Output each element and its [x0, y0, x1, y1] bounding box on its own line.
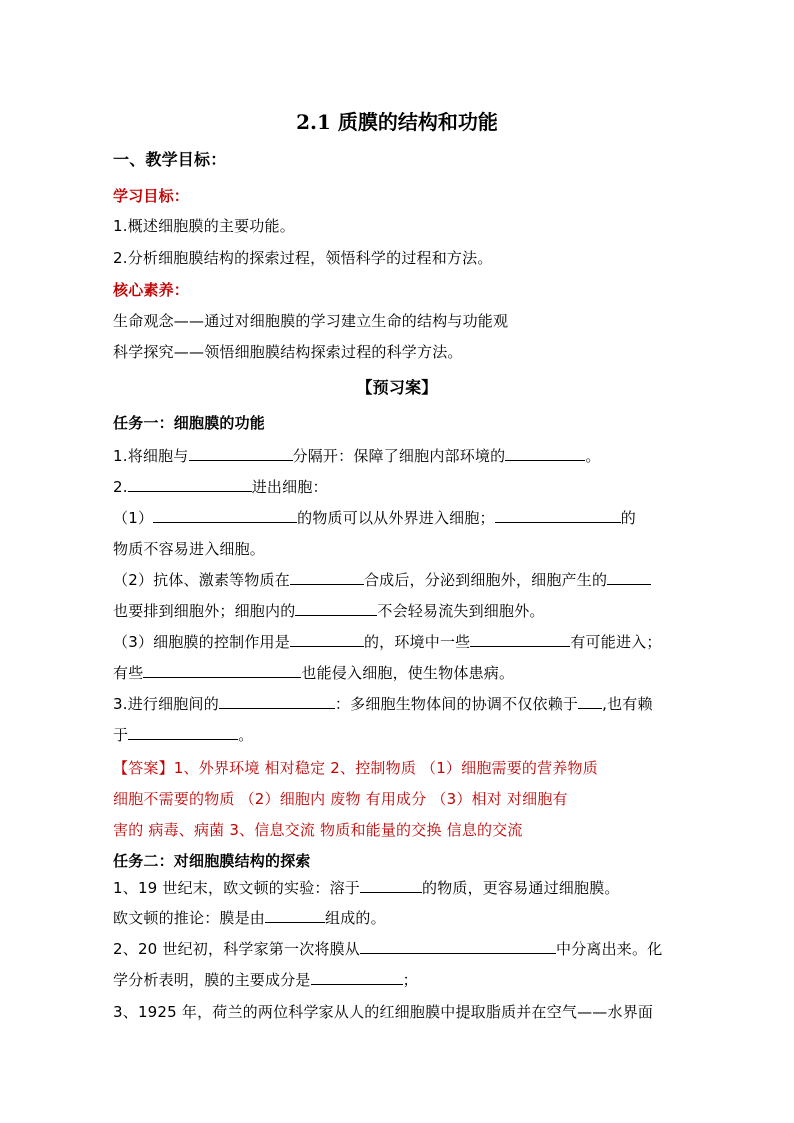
paragraph-1 — [113, 878, 683, 898]
answer-blank[interactable] — [290, 570, 364, 585]
answer-blank[interactable] — [311, 970, 403, 985]
question-3-cont — [113, 725, 683, 745]
p2-text-d: ； — [402, 971, 418, 989]
answer-blank[interactable] — [495, 508, 621, 523]
paragraph-1-cont — [113, 908, 683, 928]
q2-1-text-a: （1） — [113, 509, 154, 527]
core-literacy-label: 核心素养： — [113, 281, 190, 299]
answer-blank[interactable] — [470, 632, 570, 647]
answer-blank[interactable] — [153, 508, 297, 523]
question-2-2-cont — [113, 601, 683, 621]
task2-title: 任务二：对细胞膜结构的探索 — [113, 852, 311, 870]
answer-blank[interactable] — [607, 570, 651, 585]
question-3 — [113, 694, 683, 714]
answer-blank[interactable] — [219, 694, 335, 709]
section-heading-objectives: 一、教学目标： — [113, 150, 227, 169]
paragraph-3: 3、1925 年，荷兰的两位科学家从人的红细胞膜中提取脂质并在空气——水界面 — [113, 1003, 654, 1021]
answer-key-line-1: 【答案】1、外界环境 相对稳定 2、控制物质 （1）细胞需要的营养物质 — [113, 759, 598, 777]
q3-text-b: ：多细胞生物体间的协调不仅依赖于 — [334, 695, 579, 713]
question-1 — [113, 446, 683, 466]
question-2 — [113, 477, 683, 497]
question-2-1-cont: 物质不容易进入细胞。 — [113, 540, 266, 558]
paragraph-2-cont — [113, 970, 683, 990]
q2-3-text-d: 有些 — [113, 664, 144, 682]
page-title: 2.1 质膜的结构和功能 — [296, 110, 498, 134]
p1-text-c: 欧文顿的推论：膜是由 — [113, 909, 266, 927]
answer-blank[interactable] — [128, 725, 238, 740]
p2-text-a: 2、20 世纪初，科学家第一次将膜从 — [113, 940, 360, 958]
core-item-1: 生命观念——通过对细胞膜的学习建立生命的结构与功能观 — [113, 312, 509, 330]
p1-text-b: 的物质，更容易通过细胞膜。 — [422, 879, 620, 897]
answer-blank[interactable] — [360, 878, 422, 893]
answer-key-line-3: 害的 病毒、病菌 3、信息交流 物质和能量的交换 信息的交流 — [113, 821, 523, 839]
answer-blank[interactable] — [290, 632, 364, 647]
goal-item-1: 1.概述细胞膜的主要功能。 — [113, 217, 295, 235]
q2-3-text-c: 有可能进入； — [570, 633, 662, 651]
goal-item-2: 2.分析细胞膜结构的探索过程，领悟科学的过程和方法。 — [113, 249, 493, 267]
q2-2-text-b: 合成后，分泌到细胞外，细胞产生的 — [363, 571, 608, 589]
answer-blank[interactable] — [578, 694, 602, 709]
answer-blank[interactable] — [265, 908, 325, 923]
answer-blank[interactable] — [189, 446, 293, 461]
p1-text-d: 组成的。 — [325, 909, 386, 927]
q2-text-b: 进出细胞： — [251, 478, 328, 496]
p2-text-c: 学分析表明，膜的主要成分是 — [113, 971, 311, 989]
paragraph-2 — [113, 939, 683, 959]
core-item-2: 科学探究——领悟细胞膜结构探索过程的科学方法。 — [113, 343, 463, 361]
q2-3-text-b: 的，环境中一些 — [363, 633, 471, 651]
q3-text-a: 3.进行细胞间的 — [113, 695, 219, 713]
task1-title: 任务一：细胞膜的功能 — [113, 414, 266, 432]
preview-heading: 【预习案】 — [356, 378, 438, 397]
q2-1-text-c: 的 — [620, 509, 636, 527]
answer-blank[interactable] — [295, 601, 377, 616]
p2-text-b: 中分离出来。化 — [556, 940, 663, 958]
question-2-3-cont — [113, 663, 683, 683]
answer-blank[interactable] — [143, 663, 301, 678]
learning-goals-label: 学习目标： — [113, 187, 190, 205]
q3-text-e: 。 — [238, 726, 254, 744]
answer-key-line-2: 细胞不需要的物质 （2）细胞内 废物 有用成分 （3）相对 对细胞有 — [113, 790, 568, 808]
question-2-1 — [113, 508, 683, 528]
q2-2-text-c: 也要排到细胞外；细胞内的 — [113, 602, 296, 620]
question-2-3 — [113, 632, 683, 652]
answer-blank[interactable] — [360, 939, 556, 954]
q1-text-c: 。 — [585, 447, 601, 465]
q1-text-a: 1.将细胞与 — [113, 447, 189, 465]
q3-text-c: ,也有赖 — [602, 695, 653, 713]
q2-2-text-d: 不会轻易流失到细胞外。 — [377, 602, 545, 620]
q1-text-b: 分隔开：保障了细胞内部环境的 — [292, 447, 506, 465]
q2-3-text-e: 也能侵入细胞，使生物体患病。 — [301, 664, 515, 682]
q2-2-text-a: （2）抗体、激素等物质在 — [113, 571, 290, 589]
answer-blank[interactable] — [505, 446, 585, 461]
q2-1-text-b: 的物质可以从外界进入细胞； — [297, 509, 495, 527]
q3-text-d: 于 — [113, 726, 129, 744]
p1-text-a: 1、19 世纪末，欧文顿的实验：溶于 — [113, 879, 360, 897]
q2-text-a: 2. — [113, 478, 128, 496]
question-2-2 — [113, 570, 683, 590]
q2-3-text-a: （3）细胞膜的控制作用是 — [113, 633, 290, 651]
answer-blank[interactable] — [128, 477, 252, 492]
